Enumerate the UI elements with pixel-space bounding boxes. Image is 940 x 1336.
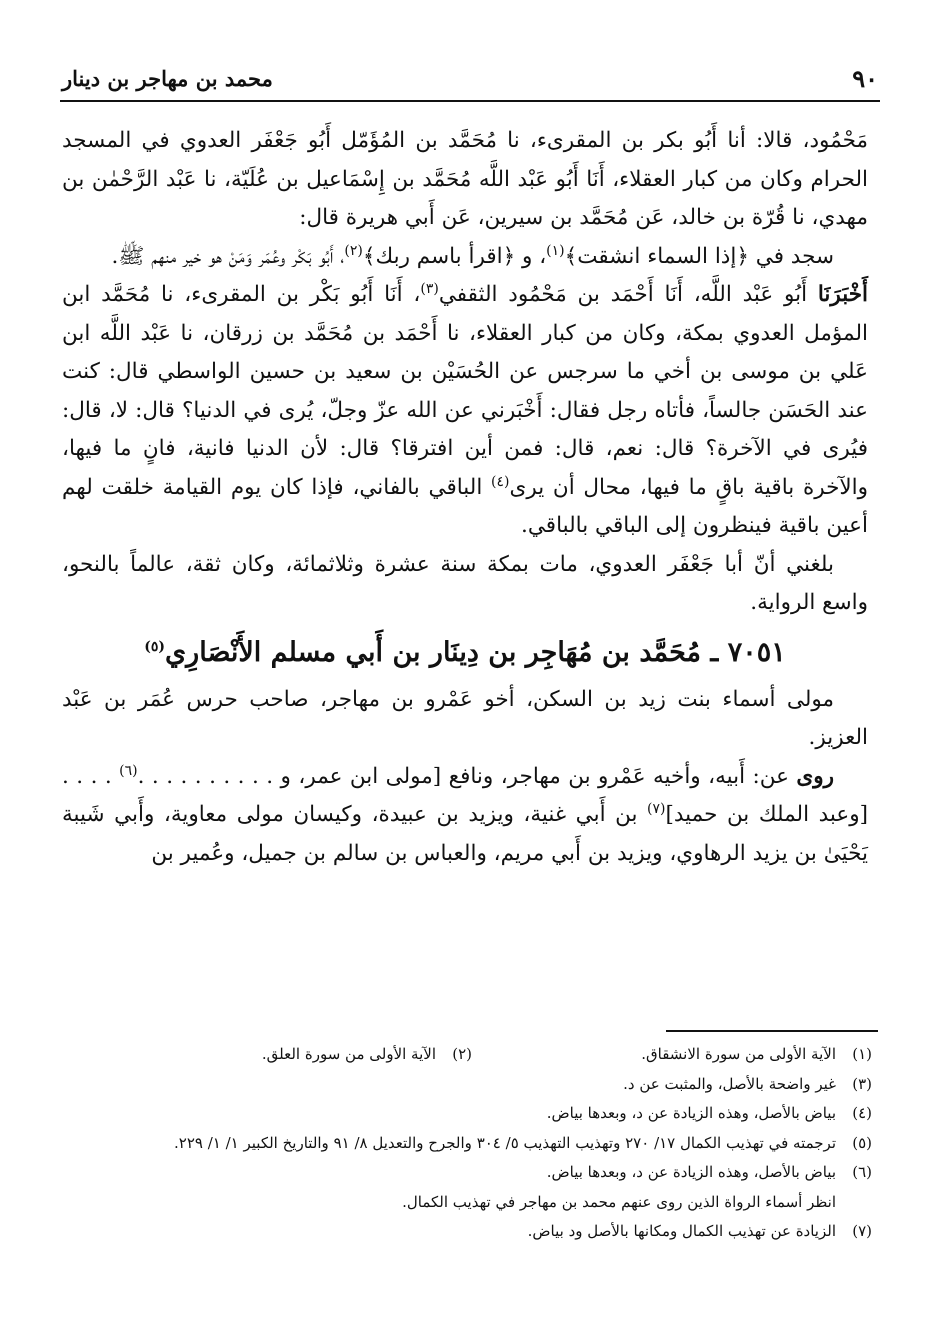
footnote-6 [62,1158,872,1188]
footnote-text: غير واضحة بالأصل، والمثبت عن د. [623,1074,836,1093]
footnote-ref-5: (٥) [144,638,166,655]
footnote-2 [72,1040,472,1070]
paragraph-3-text-a: أَبُو عَبْد اللَّه، أَنَا أَحْمَد بن مَحْمُود الثقفي [438,282,818,307]
footnote-number: (١) [852,1045,872,1063]
page-number: ٩٠ [852,64,878,93]
paragraph-6-text-a: عن: أَبيه، وأخيه عَمْرو بن مهاجر، ونافع [مولى ابن عمر، و . . . . . . . . . . [137,763,797,789]
paragraph-4: بلغني أنّ أبا جَعْفَر العدوي، مات بمكة سنة عشرة وثلاثمائة، وكان ثقة، عالماً بالنحو، واسع الرواية. [62,551,868,615]
footnote-row-1-2 [62,1040,872,1070]
akhbarana-lead: أَخْبَرَنَا [817,282,868,307]
footnote-number: (٤) [852,1104,872,1122]
footnote-ref-2: (٢) [344,242,363,259]
footnote-text: ترجمته في تهذيب الكمال ١٧/ ٢٧٠ وتهذيب التهذيب ٥/ ٣٠٤ والجرح والتعديل ٨/ ٩١ والتاريخ الكبير ١/ ١/ ٢٢٩. [174,1133,836,1152]
footnotes [62,1040,872,1247]
paragraph-3 [62,276,868,546]
running-title: محمد بن مهاجر بن دينار [62,66,273,91]
footnote-ref-7: (٧) [647,800,666,817]
footnote-ref-6: (٦) [119,762,138,779]
footnote-ref-4: (٤) [491,473,510,490]
footnote-1 [472,1040,872,1070]
footnote-ref-1: (١) [546,242,565,259]
paragraph-3-text-c: الباقي بالفاني، فإذا كان يوم القيامة خلقت لهم أعين باقية فينظرون إلى الباقي بالباقي. [62,474,868,538]
footnote-4 [62,1099,872,1129]
paragraph-5: مولى أسماء بنت زيد بن السكن، أخو عَمْرو بن مهاجر، صاحب حرس عُمَر بن عَبْد العزيز. [62,686,868,750]
entry-heading [62,631,868,675]
footnote-divider [666,1030,878,1032]
footnote-text: بياض بالأصل، وهذه الزيادة عن د، وبعدها بياض. [546,1163,836,1181]
paragraph-2-text-a: سجد في ﴿إذا السماء انشقت﴾ [564,243,834,269]
footnote-number: (٣) [852,1074,872,1093]
footnote-number: (٥) [852,1133,872,1152]
paragraph-1: مَحْمُود، قالا: أنا أَبُو بكر بن المقرىء، نا مُحَمَّد بن المُؤَمّل أَبُو جَعْفَر العدوي في المسجد الحرام وكان من كبار العقلاء، أَنَا أَبُو عَبْد اللَّه مُحَمَّد بن إِسْمَاعيل بن عُلَيّة، نا عَبْد الرَّحْمٰن بن مهدي، نا قُرّة بن خالد، عَن مُحَمَّد بن سيرين، عَن أَبي هريرة قال: [62,128,868,230]
footnote-5 [62,1129,872,1159]
rawa-lead: روى [796,763,834,789]
paragraph-2-text-c: ، أَبُو بَكْر وعُمَر وَمَنْ هو خير منهم ﷺ. [111,243,345,269]
footnote-number: (٧) [852,1222,872,1240]
footnote-number: (٢) [452,1045,472,1063]
footnote-7 [62,1217,872,1247]
footnote-3 [62,1070,872,1100]
footnote-text: الآية الأولى من سورة العلق. [261,1045,436,1063]
footnote-text: الزيادة عن تهذيب الكمال ومكانها بالأصل ود بياض. [527,1222,836,1240]
footnote-ref-3: (٣) [420,280,439,297]
footnote-text: بياض بالأصل، وهذه الزيادة عن د، وبعدها بياض. [546,1104,836,1122]
paragraph-6-text-c: بن أَبي غنية، ويزيد بن عبيدة، وكيسان مولى معاوية، وأَبي شَيبة يَحْيَىٰ بن يزيد الرهاوي، ويزيد بن أَبي مريم، والعباس بن سالم بن جميل، وعُمير بن [62,802,868,866]
footnote-6-continuation: انظر أسماء الرواة الذين روى عنهم محمد بن مهاجر في تهذيب الكمال. [402,1192,836,1211]
footnote-text: الآية الأولى من سورة الانشقاق. [641,1045,836,1063]
page-header [60,56,880,102]
paragraph-6 [62,758,868,874]
footnote-number: (٦) [852,1163,872,1181]
entry-heading-text: ٧٠٥١ ـ مُحَمَّد بن مُهَاجِر بن دِينَار بن أَبي مسلم الأَنْصَارِي [165,636,786,668]
paragraph-2 [62,238,868,277]
paragraph-2-text-b: ، و ﴿اقرأ باسم ربك﴾ [362,243,547,269]
paragraph-6-text-b: . . . . [وعبد الملك بن حميد] [62,763,868,827]
main-text [62,122,868,873]
paragraph-3-text-b: ، أَنَا أَبُو بَكْر بن المقرىء، نا مُحَمَّد ابن المؤمل العدوي بمكة، وكان من كبار العقلاء، نا أَحْمَد بن مُحَمَّد بن زرقان، نا عَبْد اللَّه ابن عَلي بن موسى بن أخي ما سرجس عن الحُسَيْن بن سعيد بن حسين الواسطي قال: كنت عند الحَسَن جالساً، فأتاه رجل فقال: أَخْبَرني عن الله عزّ وجلّ، يُرى في الدنيا؟ قال: لا، قال: فيُرى في الآخرة؟ قال: نعم، قال: فمن أين افترقا؟ قال: لأن الدنيا فانية، فانٍ ما فيها، والآخرة باقية باقٍ ما فيها، محال أن يرى [62,282,869,500]
